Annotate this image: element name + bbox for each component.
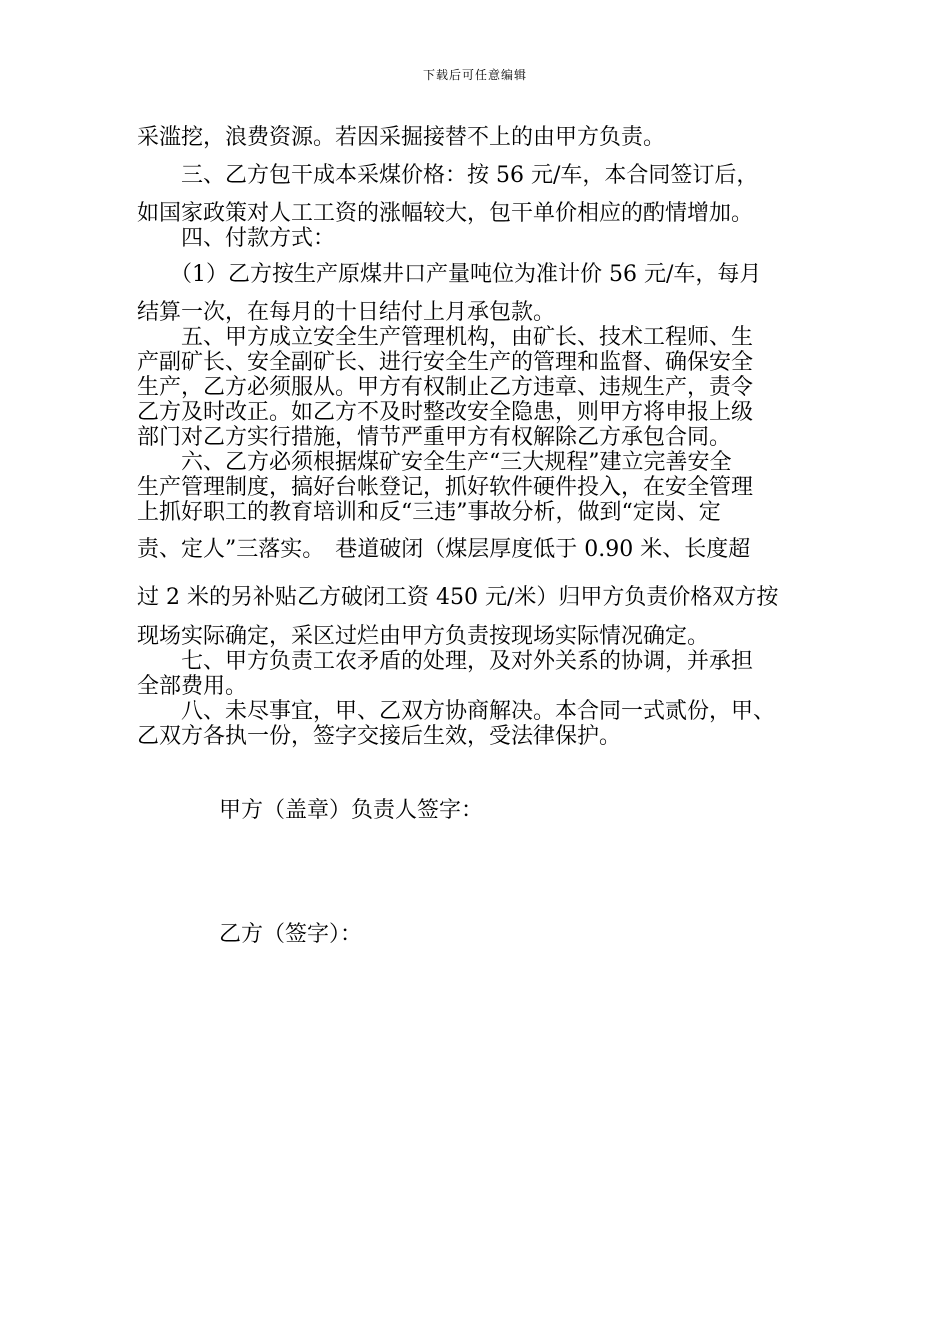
contract-line: 过 2 米的另补贴乙方破闭工资 450 元/米）归甲方负责价格双方按 — [137, 585, 779, 610]
contract-line: 三、乙方包干成本采煤价格：按 56 元/车，本合同签订后， — [137, 163, 759, 188]
contract-line: 六、乙方必须根据煤矿安全生产“三大规程”建立完善安全 — [137, 450, 732, 475]
contract-line: 乙双方各执一份，签字交接后生效，受法律保护。 — [137, 724, 622, 749]
contract-line: 生产管理制度，搞好台帐登记，抓好软件硬件投入，在安全管理 — [137, 475, 754, 500]
contract-line: 结算一次，在每月的十日结付上月承包款。 — [137, 300, 556, 325]
contract-line: 采滥挖，浪费资源。若因采掘接替不上的由甲方负责。 — [137, 125, 666, 150]
page-header: 下载后可任意编辑 — [422, 68, 527, 82]
contract-line: 八、未尽事宜，甲、乙双方协商解决。本合同一式贰份，甲、 — [137, 699, 776, 724]
contract-line: 乙方及时改正。如乙方不及时整改安全隐患，则甲方将申报上级 — [137, 400, 754, 425]
contract-line: 上抓好职工的教育培训和反“三违”事故分析，做到“定岗、定 — [137, 500, 721, 525]
contract-line: 现场实际确定，采区过烂由甲方负责按现场实际情况确定。 — [137, 624, 710, 649]
contract-line: （1）乙方按生产原煤井口产量吨位为准计价 56 元/车，每月 — [137, 262, 762, 287]
contract-line: 四、付款方式： — [137, 226, 336, 251]
contract-line: 如国家政策对人工工资的涨幅较大，包干单价相应的酌情增加。 — [137, 201, 754, 226]
signature-party-a: 甲方（盖章）负责人签字： — [219, 798, 484, 823]
contract-line: 生产，乙方必须服从。甲方有权制止乙方违章、违规生产，责令 — [137, 375, 754, 400]
contract-line: 五、甲方成立安全生产管理机构，由矿长、技术工程师、生 — [137, 325, 754, 350]
contract-line: 部门对乙方实行措施，情节严重甲方有权解除乙方承包合同。 — [137, 425, 732, 450]
contract-line: 七、甲方负责工农矛盾的处理，及对外关系的协调，并承担 — [137, 649, 754, 674]
contract-line: 责、定人”三落实。 巷道破闭（煤层厚度低于 0.90 米、长度超 — [137, 537, 751, 562]
contract-line: 产副矿长、安全副矿长、进行安全生产的管理和监督、确保安全 — [137, 350, 754, 375]
signature-party-b: 乙方（签字）： — [219, 922, 363, 947]
contract-line: 全部费用。 — [137, 674, 248, 699]
